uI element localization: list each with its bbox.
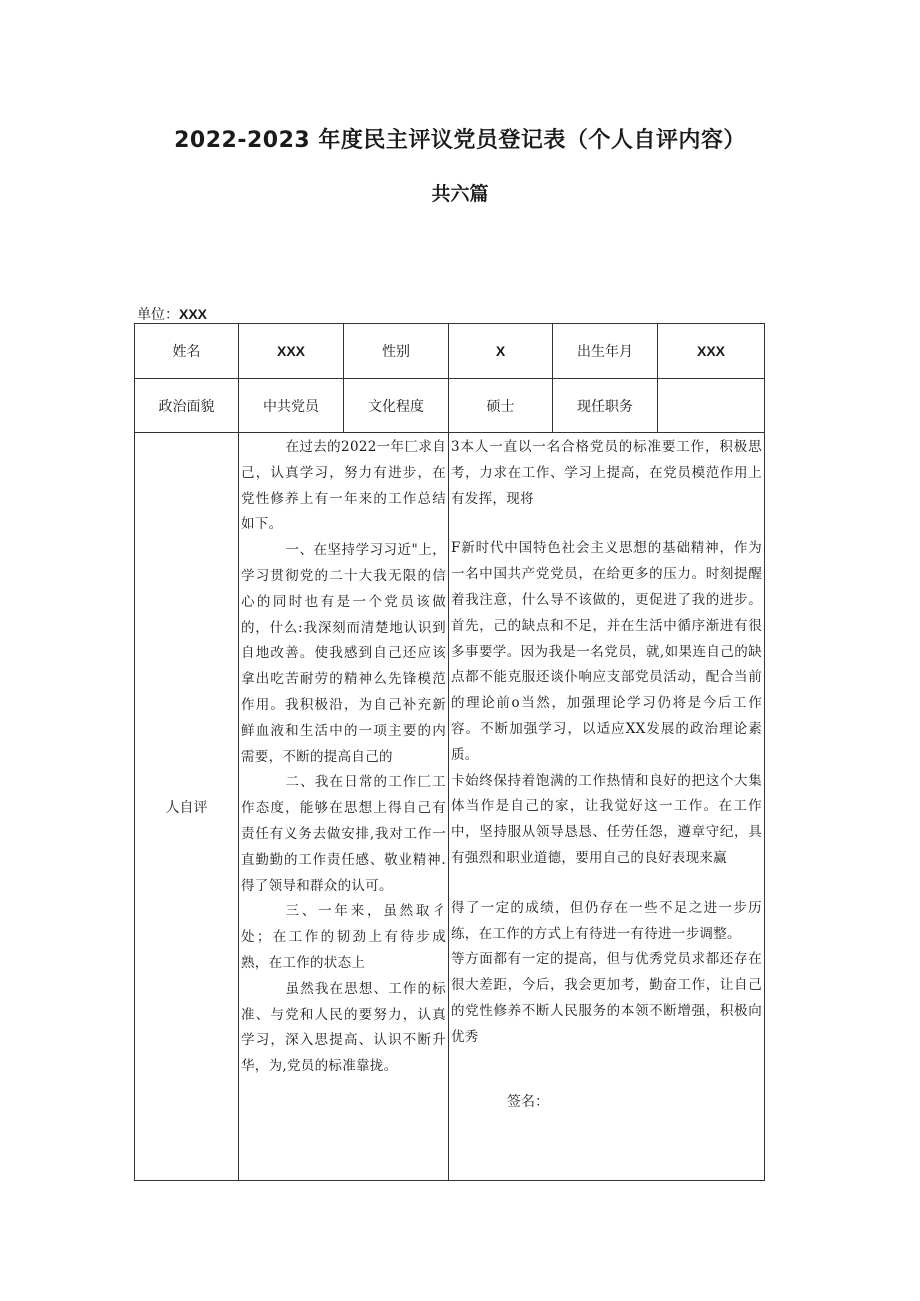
self-evaluation-label: 人自评 [135, 433, 239, 1181]
unit-label: 单位： [137, 307, 179, 323]
education-value: 硕士 [449, 379, 553, 433]
name-label: 姓名 [135, 324, 239, 379]
form-row-self-evaluation [135, 433, 765, 1181]
right-paragraph: 得了一定的成绩，但仍存在一些不足之进一步历练，在工作的方式上有待进一有待进一步调整。 [451, 899, 762, 942]
self-evaluation-left-text [239, 433, 449, 1181]
gender-value: X [449, 324, 553, 379]
left-paragraph: 一、在坚持学习习近"上，学习贯彻党的二十大我无限的信心的同时也有是一个党员该做的，什么:我深刻而清楚地认识到自地改善。使我感到自己还应该拿出吃苦耐劳的精神么先锋模范作用。我积极沿，为自己补充新鲜血液和生活中的一项主要的内需要，不断的提高自己的 [241, 542, 446, 765]
political-status-label: 政治面貌 [135, 379, 239, 433]
document-subtitle: 共六篇 [431, 183, 489, 205]
right-paragraph: 等方面都有一定的提高，但与优秀党员求都还存在很大差距，今后，我会更加考，勤奋工作，让自己的党性修养不断人民服务的本领不断增强，积极向优秀 [451, 951, 762, 1045]
education-label: 文化程度 [344, 379, 449, 433]
right-paragraph: 3本人一直以一名合格党员的标准要工作，积极思考，力求在工作、学习上提高，在党员模范作用上有发挥，现将 [451, 439, 762, 507]
left-paragraph: 二、我在日常的工作匚工作态度，能够在思想上得自己有责任有义务去做安排,我对工作一直勤勤的工作责任感、敬业精神.得了领导和群众的认可。 [241, 774, 446, 894]
unit-line [137, 304, 207, 324]
birth-date-label: 出生年月 [553, 324, 658, 379]
self-evaluation-right-text [449, 433, 765, 1181]
document-title: 2022-2023 年度民主评议党员登记表（个人自评内容） [174, 128, 746, 153]
form-row-basic-info [135, 324, 765, 379]
right-paragraph: F新时代中国特色社会主义思想的基础精神，作为一名中国共产党党员，在给更多的压力。时刻提醒着我注意，什么导不该做的，更促进了我的进步。首先，己的缺点和不足，并在生活中循序渐进有很多事要学。因为我是一名党员，就,如果连自己的缺点都不能克服还谈仆响应支部党员活动，配合当前的理论前o当然，加强理论学习仍将是今后工作容。不断加强学习，以适应XX发展的政治理论素质。 [451, 540, 762, 763]
left-paragraph: 三、一年来，虽然取彳处；在工作的韧劲上有待步成熟，在工作的状态上 [241, 903, 446, 971]
current-position-label: 现任职务 [553, 379, 658, 433]
signature-label: 签名： [507, 1093, 549, 1110]
current-position-value [658, 379, 765, 433]
left-paragraph: 虽然我在思想、工作的标准、与党和人民的要努力，认真学习，深入思提高、认识不断升华，为,党员的标准靠拢。 [241, 980, 446, 1075]
name-value: XXX [239, 324, 344, 379]
right-paragraph: 卡始终保持着饱满的工作热情和良好的把这个大集体当作是自己的家，让我觉好这一工作。在工作中，坚持服从领导恳恳、任劳任怨，遵章守纪，具有强烈和职业道德，要用自己的良好表现来赢 [451, 772, 762, 866]
birth-date-value: XXX [658, 324, 765, 379]
left-paragraph: 在过去的2022一年匚求自己，认真学习，努力有进步，在党性修养上有一年来的工作总结如下。 [241, 439, 446, 533]
gender-label: 性别 [344, 324, 449, 379]
form-row-background [135, 379, 765, 433]
registration-form-table [134, 323, 765, 1181]
political-status-value: 中共党员 [239, 379, 344, 433]
unit-value: XXX [179, 306, 208, 322]
